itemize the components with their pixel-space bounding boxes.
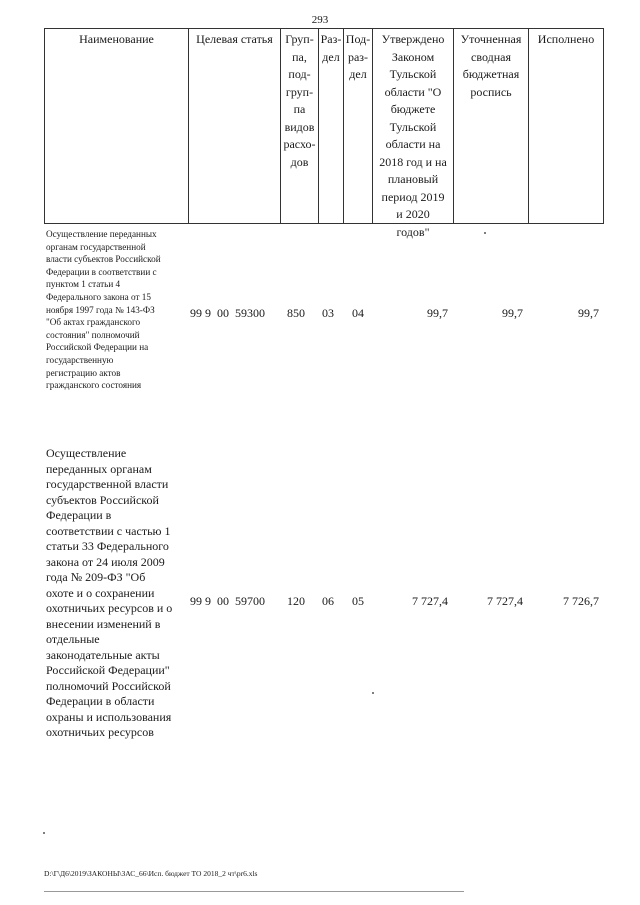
header-name: Наименование bbox=[44, 28, 188, 224]
row-1-section: 03 bbox=[322, 306, 334, 320]
page-number: 293 bbox=[311, 14, 329, 26]
row-2-executed: 7 726,7 bbox=[563, 594, 599, 608]
row-1-group: 850 bbox=[287, 306, 305, 320]
header-approved: Утверждено Законом Тульской области "О бюджете Тульской области на 2018 год и на плановый период 2019 и 2020 годов" bbox=[372, 28, 453, 224]
header-executed: Исполнено bbox=[528, 28, 604, 224]
scan-speck bbox=[372, 692, 374, 694]
row-1-name: Осуществление переданных органам государственной власти субъектов Российской Федерации в соответствии с пунктом 1 статьи 4 Федерального закона от 15 ноября 1997 года № 143-ФЗ "Об актах гражданского состояния" полномочий Российской Федерации на государственную регистрацию актов гражданского состояния bbox=[46, 229, 161, 391]
scan-speck bbox=[43, 832, 45, 834]
footer-divider bbox=[44, 891, 464, 892]
header-target-article: Целевая статья bbox=[188, 28, 280, 224]
row-1-executed: 99,7 bbox=[578, 306, 599, 320]
header-expense-group: Груп- па, под- груп- па видов расхо- дов bbox=[280, 28, 318, 224]
row-2-subsection: 05 bbox=[352, 594, 364, 608]
row-1-refined: 99,7 bbox=[502, 306, 523, 320]
row-2-approved: 7 727,4 bbox=[412, 594, 448, 608]
row-1-target-article: 99 9 00 59300 bbox=[190, 306, 265, 320]
header-section: Раз- дел bbox=[318, 28, 343, 224]
row-2-group: 120 bbox=[287, 594, 305, 608]
row-1-subsection: 04 bbox=[352, 306, 364, 320]
row-1-approved: 99,7 bbox=[427, 306, 448, 320]
header-refined: Уточненная сводная бюджетная роспись bbox=[453, 28, 528, 224]
file-path-footer: D:\Г\Д6\2019\ЗАКОНЫ\ЗАС_66\Исп. бюджет ТО 2018_2 чт\pr6.xls bbox=[44, 869, 258, 878]
scan-speck bbox=[484, 232, 486, 234]
row-2-target-article: 99 9 00 59700 bbox=[190, 594, 265, 608]
row-2-section: 06 bbox=[322, 594, 334, 608]
header-subsection: Под- раз- дел bbox=[343, 28, 372, 224]
row-2-refined: 7 727,4 bbox=[487, 594, 523, 608]
row-2-name: Осуществление переданных органам государственной власти субъектов Российской Федерации в соответствии с частью 1 статьи 33 Федерального закона от 24 июля 2009 года № 209-ФЗ "Об охоте и о сохранении охотничьих ресурсов и о внесении изменений в отдельные законодательные акты Российской Федерации" полномочий Российской Федерации в области охраны и использования охотничьих ресурсов bbox=[46, 446, 173, 739]
